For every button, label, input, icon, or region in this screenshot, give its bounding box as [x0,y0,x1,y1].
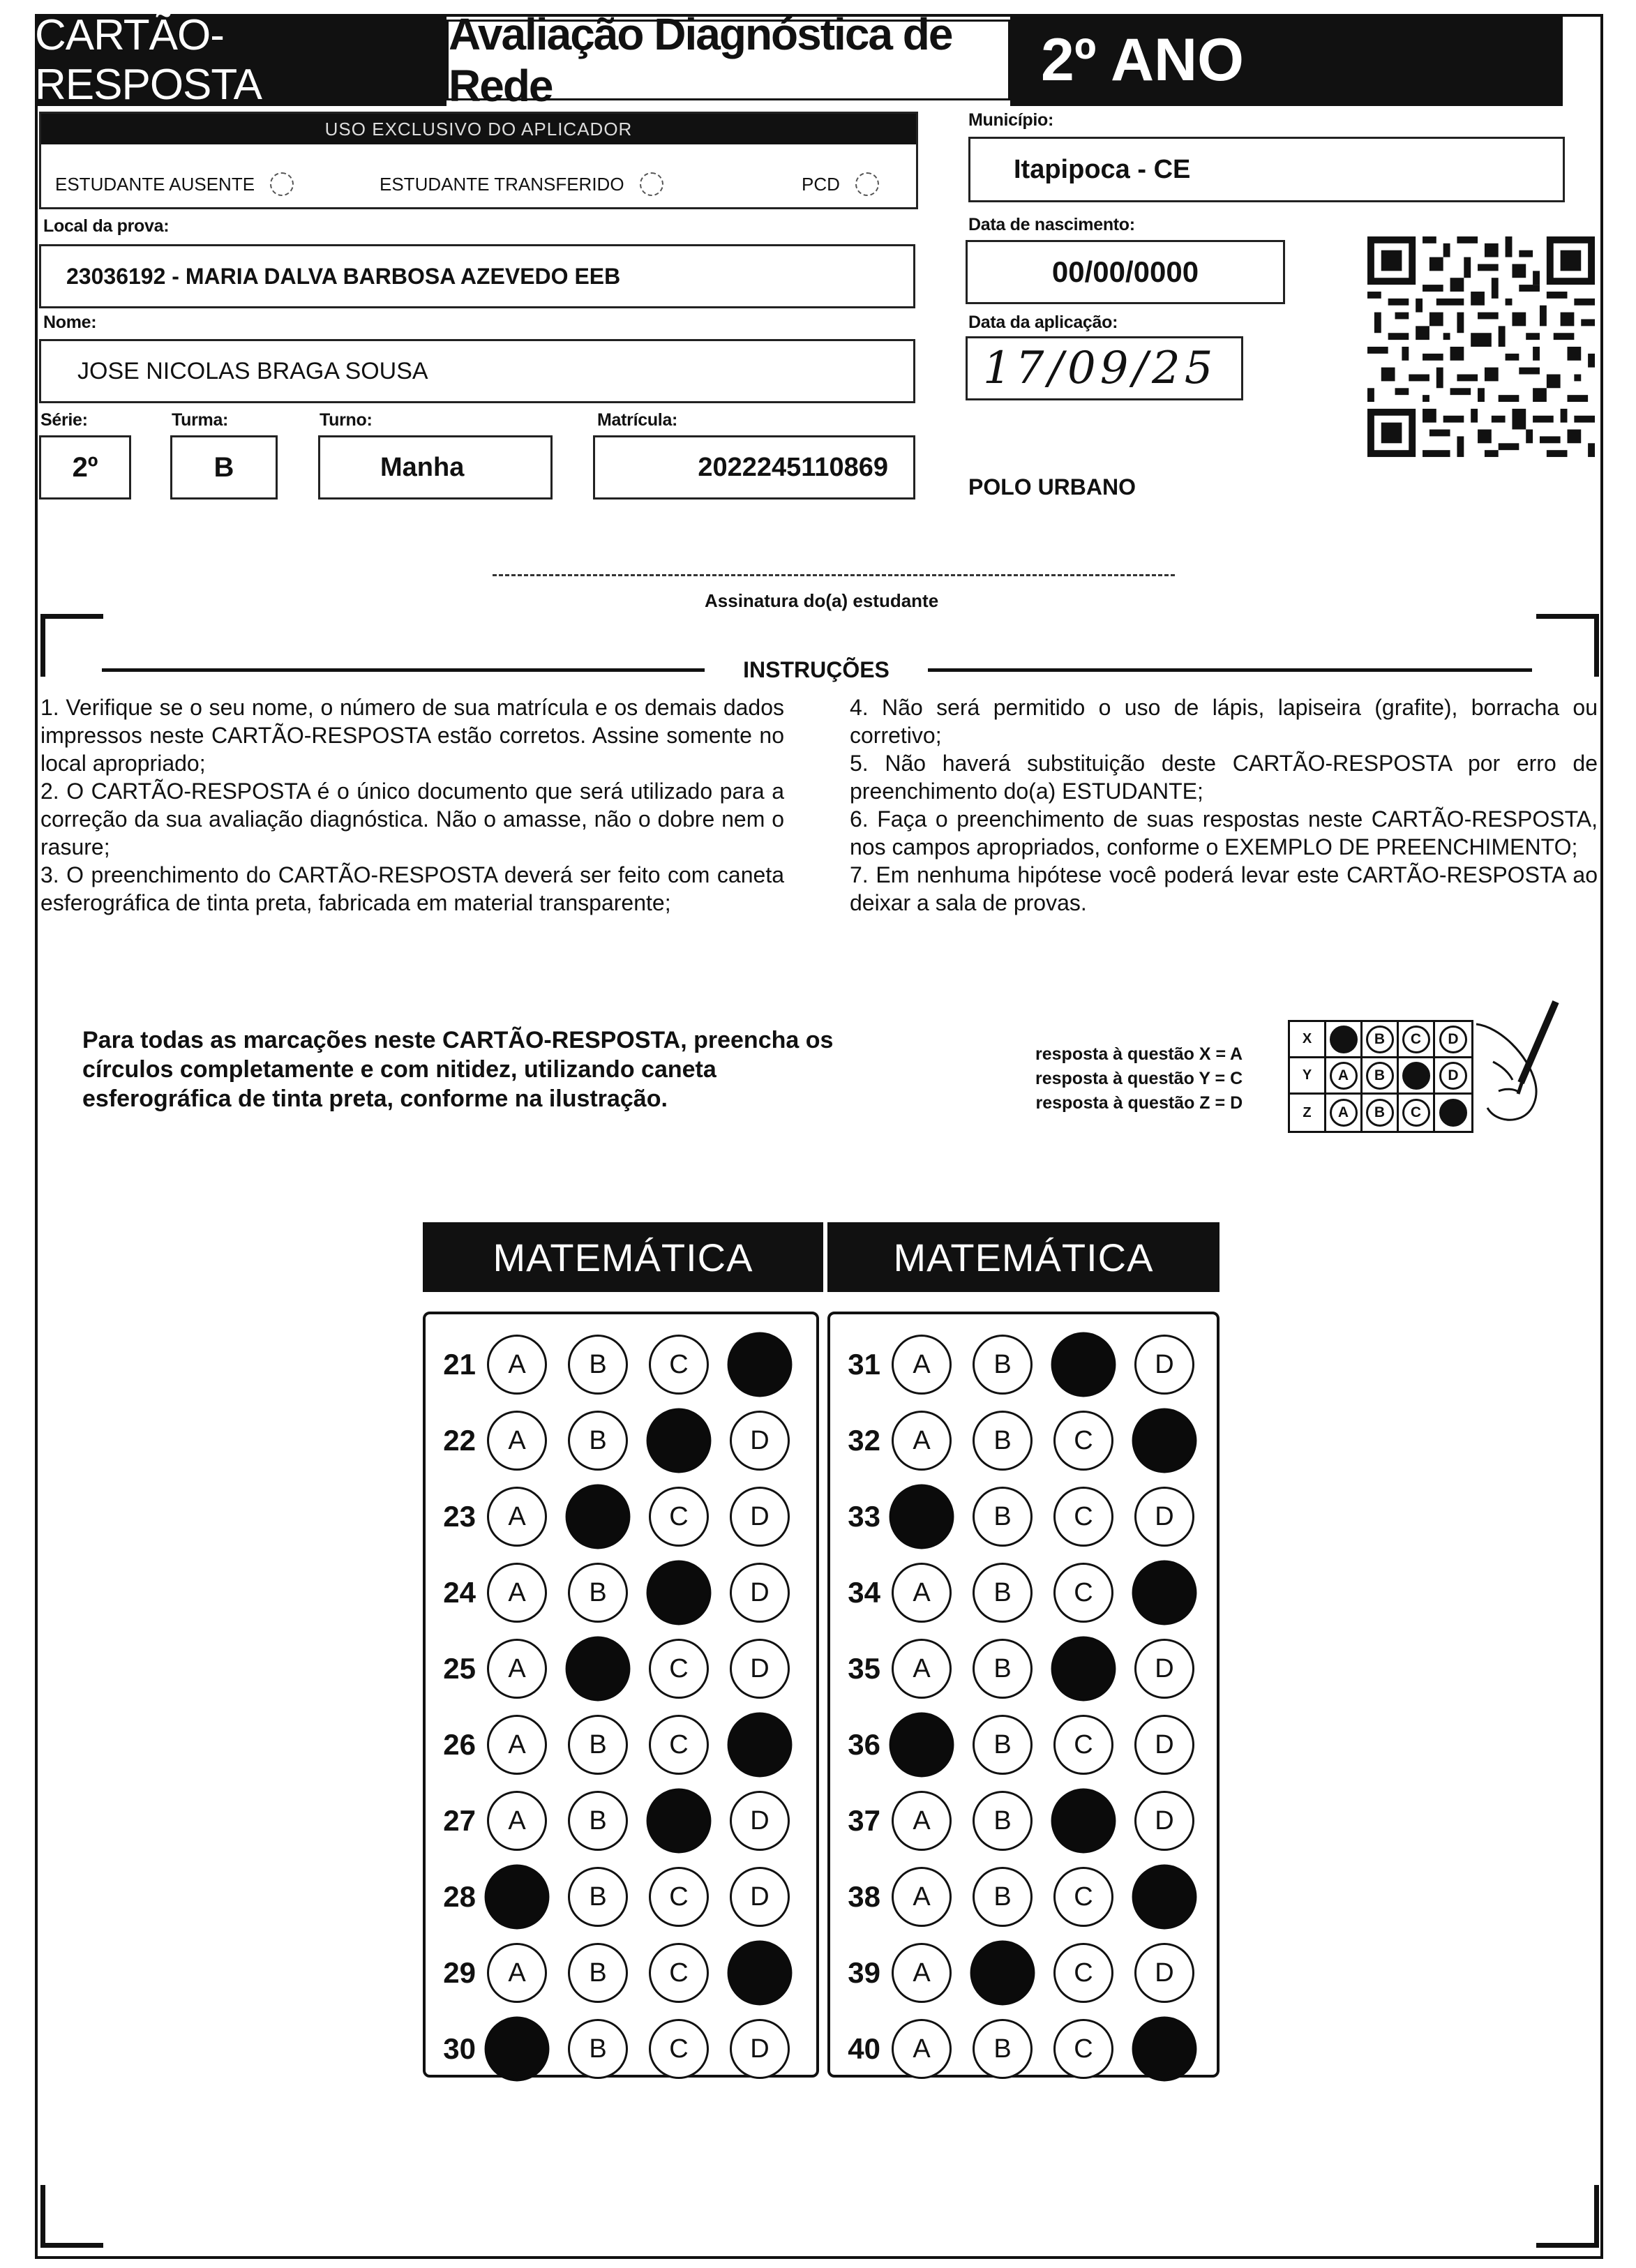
polo-text: POLO URBANO [968,474,1136,500]
bubble-letter: B [993,1882,1012,1912]
matricula-label: Matrícula: [597,410,678,430]
nome-label: Nome: [43,313,97,332]
bubble-letter: C [1074,1882,1093,1912]
bubble-letter: C [1074,1958,1093,1988]
turno-field: Manha [318,435,553,500]
bubble-letter: A [508,1958,526,1988]
question-row [431,1559,790,1626]
bubble-letter: B [589,1882,607,1912]
bubble-letter: C [669,2034,689,2064]
example-bubble-b: B [1366,1026,1394,1053]
bubble-letter: A [508,1729,526,1759]
question-number: 28 [443,1880,476,1913]
question-number: 30 [443,2032,476,2065]
bubble-letter: D [1155,1729,1174,1759]
question-row [836,1483,1194,1550]
question-row [836,1635,1194,1702]
pcd-option[interactable] [802,172,879,196]
question-row [836,2015,1194,2082]
turma-label: Turma: [172,410,229,430]
question-row [836,1863,1194,1930]
bubble-letter: C [1074,1729,1093,1759]
instruction-item: 4. Não será permitido o uso de lápis, lapiseira (grafite), borracha ou corretivo; [850,695,1598,748]
answer-bubble-c[interactable] [649,1867,709,1927]
answer-bubble-b[interactable] [568,2019,628,2079]
answer-bubble-b[interactable] [973,1791,1033,1851]
example-bubble-d: D [1439,1062,1467,1090]
bubble-letter: A [913,1577,931,1607]
example-cell [1363,1058,1399,1092]
bubble-letter: D [1155,1501,1174,1531]
pcd-label: PCD [802,173,840,195]
example-question-label: Z [1290,1095,1326,1131]
question-number: 29 [443,1956,476,1989]
turma-field: B [170,435,278,500]
instructions-title: INSTRUÇÕES [743,657,890,682]
bubble-letter: B [589,1729,607,1759]
bubble-letter: B [993,1805,1012,1835]
aplicacao-label: Data da aplicação: [968,313,1118,332]
answer-bubble-a[interactable] [485,2017,550,2082]
instruction-item: 1. Verifique se o seu nome, o número de sua matrícula e os demais dados impressos neste CARTÃO-RESPOSTA estão corretos. Assine somente no local apropriado; [40,695,784,776]
example-row [1290,1022,1471,1058]
answer-bubble-d[interactable] [730,1639,790,1699]
question-number: 34 [848,1576,880,1609]
answer-bubble-a[interactable] [892,1335,952,1395]
answer-bubble-b[interactable] [973,1487,1033,1547]
answer-bubble-a[interactable] [890,1485,954,1549]
answer-bubble-d[interactable] [1132,1409,1197,1473]
bubble-letter: D [750,1805,770,1835]
question-row [431,1331,790,1398]
answer-bubble-b[interactable] [568,1791,628,1851]
bubble-letter: D [750,1882,770,1912]
bubble-letter: A [913,1425,931,1455]
answer-bubble-b[interactable] [973,1867,1033,1927]
municipio-label: Município: [968,110,1053,130]
instructions-left-column [40,693,784,917]
bubble-letter: B [589,2034,607,2064]
example-label: resposta à questão Y = C [1035,1069,1243,1088]
bubble-letter: B [993,2034,1012,2064]
header-card-title: CARTÃO-RESPOSTA [35,14,446,106]
question-number: 38 [848,1880,880,1913]
answer-bubble-b[interactable] [973,1563,1033,1623]
answer-bubble-b[interactable] [973,2019,1033,2079]
question-row [431,1407,790,1474]
bubble-letter: C [1074,2034,1093,2064]
bubble-letter: C [669,1882,689,1912]
answer-bubble-d[interactable] [1132,1561,1197,1625]
bubble-letter: D [750,2034,770,2064]
pen-hand-icon [1451,999,1570,1132]
answer-bubble-b[interactable] [568,1563,628,1623]
question-row [431,1787,790,1854]
example-bubble-b: B [1366,1099,1394,1127]
example-bubble-a: A [1330,1099,1358,1127]
question-row [836,1939,1194,2006]
bubble-letter: D [1155,1958,1174,1988]
answer-bubble-d[interactable] [730,1411,790,1471]
example-bubble-d: D [1439,1026,1467,1053]
question-row [836,1711,1194,1778]
question-number: 26 [443,1728,476,1761]
bubble-letter: D [1155,1349,1174,1379]
answer-bubble-c[interactable] [1053,1411,1113,1471]
answer-bubble-a[interactable] [890,1713,954,1778]
question-number: 23 [443,1500,476,1533]
answer-bubble-d[interactable] [728,1332,793,1397]
question-number: 36 [848,1728,880,1761]
answer-bubble-d[interactable] [730,1791,790,1851]
corner-mark-bottom-right [1536,2185,1599,2248]
question-number: 25 [443,1652,476,1685]
answer-bubble-c[interactable] [649,1487,709,1547]
answer-bubble-b[interactable] [568,1943,628,2003]
bubble-letter: C [669,1958,689,1988]
question-row [431,1939,790,2006]
question-number: 35 [848,1652,880,1685]
answer-bubble-a[interactable] [487,1487,547,1547]
transferred-bubble[interactable] [640,172,663,196]
municipio-field: Itapipoca - CE [968,137,1565,202]
question-row [431,1711,790,1778]
question-row [836,1559,1194,1626]
example-grid [1288,1020,1473,1133]
header-grade-title: 2º ANO [1010,14,1563,106]
answer-bubble-d[interactable] [1134,1715,1194,1775]
signature-label: Assinatura do(a) estudante [705,590,939,611]
subject-header-right: MATEMÁTICA [827,1222,1220,1292]
bubble-letter: D [750,1577,770,1607]
answer-bubble-c[interactable] [1053,1715,1113,1775]
example-question-label: X [1290,1022,1326,1056]
transferred-option[interactable] [380,172,663,196]
bubble-letter: B [993,1577,1012,1607]
instruction-item: 5. Não haverá substituição deste CARTÃO-RESPOSTA por erro de preenchimento do(a) ESTUDANTE; [850,751,1598,804]
corner-mark-top-right [1536,614,1599,677]
example-label: resposta à questão Z = D [1035,1093,1243,1113]
turno-label: Turno: [320,410,373,430]
matricula-field: 2022245110869 [593,435,915,500]
question-row [431,1863,790,1930]
bubble-letter: B [589,1349,607,1379]
answer-bubble-a[interactable] [892,1867,952,1927]
bubble-letter: B [993,1729,1012,1759]
answer-block-left [423,1312,819,2078]
answer-bubble-a[interactable] [892,1639,952,1699]
bubble-letter: A [913,1349,931,1379]
pcd-bubble[interactable] [855,172,879,196]
answer-bubble-c[interactable] [1051,1332,1116,1397]
example-cell [1363,1022,1399,1056]
answer-bubble-d[interactable] [1134,1335,1194,1395]
example-bubble-b: B [1366,1062,1394,1090]
bubble-letter: C [669,1729,689,1759]
question-number: 24 [443,1576,476,1609]
answer-bubble-d[interactable] [730,1487,790,1547]
subject-header-left: MATEMÁTICA [423,1222,823,1292]
answer-bubble-c[interactable] [1053,1943,1113,2003]
example-bubble-a [1330,1026,1358,1053]
bubble-letter: A [508,1577,526,1607]
answer-bubble-a[interactable] [487,1715,547,1775]
answer-block-right [827,1312,1220,2078]
bubble-letter: B [993,1349,1012,1379]
bubble-letter: A [508,1349,526,1379]
example-cell [1399,1058,1435,1092]
local-field: 23036192 - MARIA DALVA BARBOSA AZEVEDO EEB [39,244,915,308]
answer-bubble-b[interactable] [568,1411,628,1471]
applicator-section [39,112,918,209]
answer-bubble-d[interactable] [730,1867,790,1927]
nascimento-field: 00/00/0000 [966,240,1285,304]
signature-line[interactable] [493,574,1175,576]
example-cell [1363,1095,1399,1131]
bubble-letter: B [993,1653,1012,1683]
answer-bubble-a[interactable] [892,2019,952,2079]
answer-bubble-d[interactable] [1132,1865,1197,1930]
example-bubble-c: C [1402,1099,1430,1127]
example-label: resposta à questão X = A [1035,1044,1243,1064]
answer-bubble-c[interactable] [1053,1867,1113,1927]
example-cell [1326,1022,1363,1056]
answer-bubble-a[interactable] [487,1563,547,1623]
absent-label: ESTUDANTE AUSENTE [55,173,255,195]
answer-bubble-a[interactable] [892,1943,952,2003]
bubble-letter: A [508,1425,526,1455]
answer-bubble-a[interactable] [487,1791,547,1851]
question-number: 27 [443,1804,476,1837]
bubble-letter: C [669,1653,689,1683]
serie-field: 2º [39,435,131,500]
example-bubble-a: A [1330,1062,1358,1090]
bubble-letter: D [750,1653,770,1683]
answer-bubble-b[interactable] [970,1941,1035,2006]
answer-bubble-b[interactable] [566,1485,631,1549]
bubble-letter: B [993,1425,1012,1455]
aplicacao-field: 17/09/25 [966,336,1243,400]
bubble-letter: A [913,1805,931,1835]
example-row [1290,1095,1471,1131]
answer-bubble-b[interactable] [973,1335,1033,1395]
answer-bubble-a[interactable] [892,1411,952,1471]
answer-bubble-c[interactable] [647,1561,712,1625]
example-question-label: Y [1290,1058,1326,1092]
question-number: 37 [848,1804,880,1837]
answer-bubble-c[interactable] [649,1715,709,1775]
instruction-item: 3. O preenchimento do CARTÃO-RESPOSTA deverá ser feito com caneta esferográfica de tinta preta, fabricada em material transparente; [40,862,784,915]
bubble-letter: A [913,1958,931,1988]
answer-bubble-b[interactable] [568,1715,628,1775]
answer-bubble-d[interactable] [728,1713,793,1778]
nascimento-label: Data de nascimento: [968,215,1135,234]
instruction-item: 7. Em nenhuma hipótese você poderá levar este CARTÃO-RESPOSTA ao deixar a sala de provas. [850,862,1598,915]
answer-bubble-c[interactable] [649,1639,709,1699]
answer-bubble-a[interactable] [487,1335,547,1395]
question-number: 22 [443,1424,476,1457]
bubble-letter: D [750,1501,770,1531]
bubble-letter: A [508,1805,526,1835]
bubble-letter: D [1155,1805,1174,1835]
question-row [836,1407,1194,1474]
question-number: 33 [848,1500,880,1533]
bubble-letter: C [669,1501,689,1531]
example-row [1290,1058,1471,1095]
question-row [836,1331,1194,1398]
answer-bubble-c[interactable] [1051,1637,1116,1702]
answer-bubble-c[interactable] [649,1335,709,1395]
answer-bubble-a[interactable] [892,1791,952,1851]
instruction-item: 6. Faça o preenchimento de suas respostas neste CARTÃO-RESPOSTA, nos campos apropriados, conforme o EXEMPLO DE PREENCHIMENTO; [850,806,1598,859]
answer-bubble-d[interactable] [1134,1639,1194,1699]
answer-bubble-c[interactable] [647,1409,712,1473]
answer-bubble-c[interactable] [1051,1789,1116,1854]
question-number: 39 [848,1956,880,1989]
question-number: 21 [443,1348,476,1381]
bubble-letter: B [993,1501,1012,1531]
bubble-letter: C [1074,1577,1093,1607]
answer-bubble-c[interactable] [1053,1487,1113,1547]
bubble-letter: B [589,1958,607,1988]
bubble-letter: B [589,1425,607,1455]
transferred-label: ESTUDANTE TRANSFERIDO [380,173,624,195]
example-cell [1399,1095,1435,1131]
qr-code [1367,236,1595,458]
bubble-letter: A [913,1653,931,1683]
bubble-letter: B [589,1577,607,1607]
instructions-right-column [850,693,1598,917]
local-label: Local da prova: [43,216,170,236]
answer-bubble-a[interactable] [485,1865,550,1930]
answer-bubble-a[interactable] [487,1411,547,1471]
question-number: 40 [848,2032,880,2065]
answer-bubble-c[interactable] [1053,2019,1113,2079]
example-labels [1035,1042,1243,1116]
question-row [836,1787,1194,1854]
example-bubble-c: C [1402,1026,1430,1053]
bubble-letter: A [913,1882,931,1912]
example-cell [1326,1095,1363,1131]
header-exam-title: Avaliação Diagnóstica de Rede [446,20,1010,100]
instruction-item: 2. O CARTÃO-RESPOSTA é o único documento que será utilizado para a correção da sua avaliação diagnóstica. Não o amasse, não o dobre nem o rasure; [40,779,784,859]
question-row [431,1483,790,1550]
bubble-letter: C [1074,1425,1093,1455]
answer-bubble-c[interactable] [1053,1563,1113,1623]
answer-bubble-b[interactable] [973,1411,1033,1471]
bubble-letter: A [508,1653,526,1683]
fill-instructions: Para todas as marcações neste CARTÃO-RESPOSTA, preencha os círculos completamente e com nitidez, utilizando caneta esferográfica de tinta preta, conforme na ilustração. [82,1027,834,1112]
answer-bubble-d[interactable] [1132,2017,1197,2082]
applicator-bar: USO EXCLUSIVO DO APLICADOR [41,114,916,144]
instructions-rule-left [102,668,705,672]
example-cell [1399,1022,1435,1056]
answer-bubble-b[interactable] [973,1639,1033,1699]
answer-bubble-b[interactable] [568,1335,628,1395]
answer-bubble-d[interactable] [730,1563,790,1623]
answer-bubble-a[interactable] [487,1639,547,1699]
serie-label: Série: [40,410,88,430]
instructions-rule-right [928,668,1532,672]
corner-mark-bottom-left [40,2185,103,2248]
bubble-letter: D [750,1425,770,1455]
absent-bubble[interactable] [270,172,294,196]
answer-bubble-d[interactable] [1134,1791,1194,1851]
answer-bubble-d[interactable] [728,1941,793,2006]
question-number: 31 [848,1348,880,1381]
answer-bubble-d[interactable] [1134,1487,1194,1547]
bubble-letter: C [669,1349,689,1379]
nome-field: JOSE NICOLAS BRAGA SOUSA [39,339,915,403]
answer-bubble-d[interactable] [730,2019,790,2079]
answer-bubble-d[interactable] [1134,1943,1194,2003]
bubble-letter: B [589,1805,607,1835]
answer-bubble-a[interactable] [487,1943,547,2003]
bubble-letter: C [1074,1501,1093,1531]
example-bubble-c [1402,1062,1430,1090]
answer-bubble-c[interactable] [649,1943,709,2003]
answer-bubble-b[interactable] [566,1637,631,1702]
absent-option[interactable] [55,172,294,196]
question-row [431,2015,790,2082]
question-number: 32 [848,1424,880,1457]
answer-bubble-a[interactable] [892,1563,952,1623]
answer-bubble-c[interactable] [647,1789,712,1854]
answer-bubble-c[interactable] [649,2019,709,2079]
bubble-letter: A [913,2034,931,2064]
corner-mark-top-left [40,614,103,677]
question-row [431,1635,790,1702]
answer-bubble-b[interactable] [568,1867,628,1927]
bubble-letter: D [1155,1653,1174,1683]
example-cell [1326,1058,1363,1092]
answer-bubble-b[interactable] [973,1715,1033,1775]
bubble-letter: A [508,1501,526,1531]
